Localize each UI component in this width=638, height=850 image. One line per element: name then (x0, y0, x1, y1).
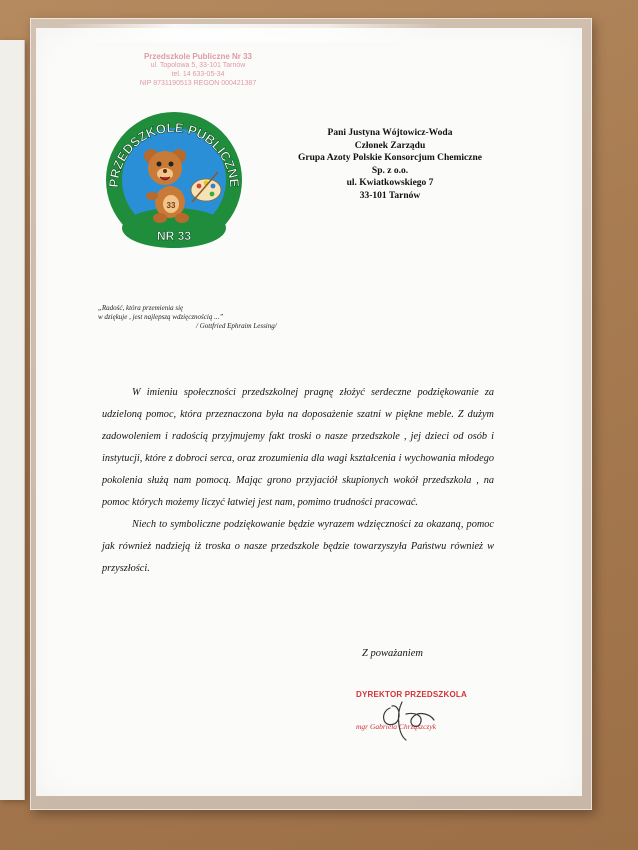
stamp-line-ids: NIP 8731190513 REGON 000421387 (139, 80, 257, 87)
recipient-company-form: Sp. z o.o. (371, 165, 409, 176)
adjacent-document-edge (0, 40, 25, 800)
handwritten-signature (372, 694, 442, 744)
closing-phrase: Z poważaniem (362, 648, 423, 659)
recipient-street: ul. Kwiatkowskiego 7 (346, 178, 434, 188)
letter-body (102, 382, 494, 580)
stamp-line-name: Przedszkole Publiczne Nr 33 (143, 52, 253, 61)
preschool-logo (96, 110, 252, 250)
body-paragraph-2: Niech to symboliczne podziękowanie będzie wyrazem wdzięczności za okazaną, pomoc jak również nadzieją iż troska o nasze przedszkole będzie towarzyszyła Państwu również w przyszłości. (102, 519, 494, 574)
sleeve-glare (60, 24, 440, 42)
logo-arc-text: PRZEDSZKOLE PUBLICZNE (105, 119, 243, 188)
signature-name: mgr Gabriela Chrząszczyk (356, 722, 436, 731)
signature-title: DYREKTOR PRZEDSZKOLA (356, 690, 467, 699)
quote-line-2: w dziękuje , jest najlepszą wdzięcznością ...” (98, 313, 224, 321)
institution-stamp (118, 52, 278, 88)
recipient-position: Członek Zarządu (354, 140, 426, 151)
stamp-line-phone: tel. 14 633-05-34 (171, 71, 225, 78)
recipient-name: Pani Justyna Wójtowicz-Woda (327, 128, 453, 138)
logo-number: NR 33 (156, 229, 192, 243)
body-paragraph-1: W imieniu społeczności przedszkolnej pragnę złożyć serdeczne podziękowanie za udzieloną pomoc, która przeznaczona była na doposażenie szatni w piękne meble. Z dużym zadowoleniem i radością przyjmujemy fakt troski o nasze przedszkole , jej dzieci od osób i instytucji, które z dobroci serca, oraz zrozumienia dla wagi kształcenia i wychowania młodego pokolenia służą nam pomocą. Mając grono przyjaciół skupionych wokół przedszkola , na pomoc których możemy liczyć łatwiej jest nam, pomimo trudności pracować. (102, 387, 494, 508)
recipient-city: 33-101 Tarnów (359, 190, 421, 201)
quote-author: / Gottfried Ephraim Lessing/ (196, 322, 277, 330)
logo-badge-number: 33 (166, 201, 176, 210)
recipient-company: Grupa Azoty Polskie Konsorcjum Chemiczne (297, 153, 482, 163)
recipient-address (270, 127, 510, 202)
stamp-line-address: ul. Topolowa 5, 33-101 Tarnów (150, 62, 246, 69)
quote-line-1: „Radość, która przemienia się (98, 304, 184, 312)
epigraph-quote (98, 304, 318, 331)
